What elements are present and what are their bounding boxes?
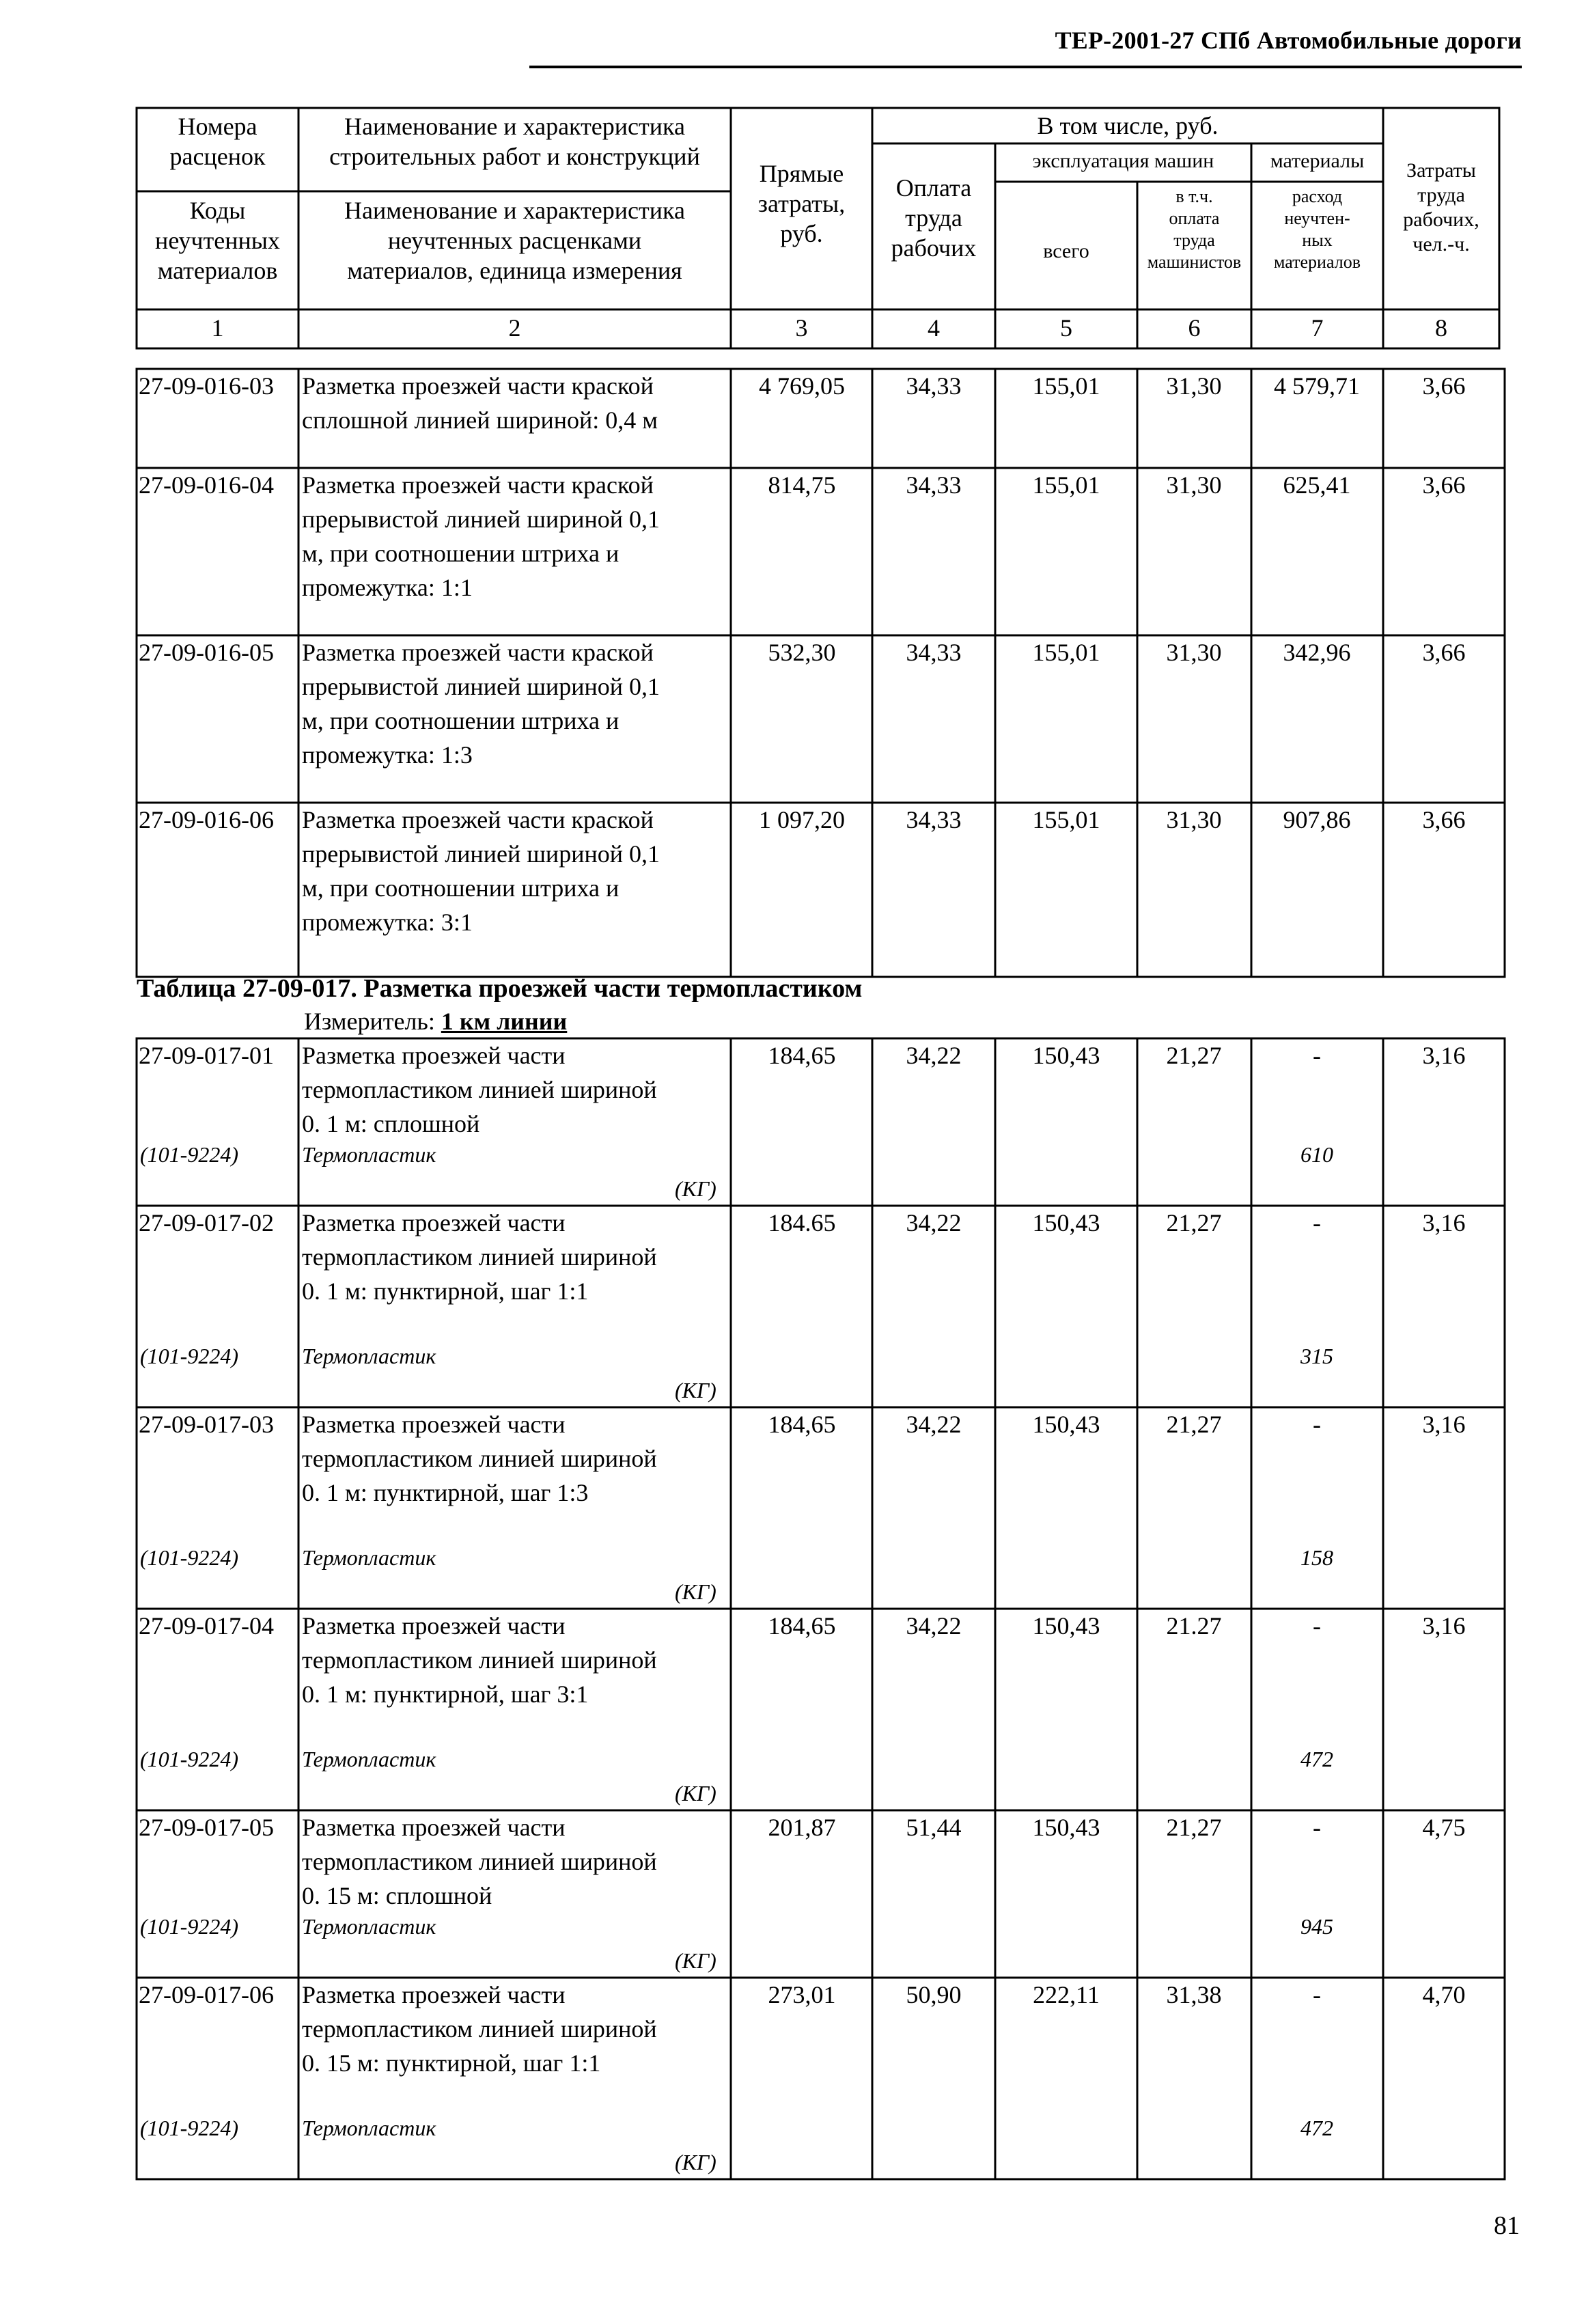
material-code: (101-9224) [140,2116,238,2140]
table-title: Таблица 27-09-017. Разметка проезжей части термопластиком [137,974,863,1003]
material-code: (101-9224) [140,1344,238,1368]
materials-cost: 4 579,71 [1274,372,1360,400]
machine-cost: 150,43 [1032,1209,1100,1236]
material-unit: (КГ) [675,1781,716,1806]
header-col3-direct: Прямые затраты, руб. [757,160,846,247]
operator-cost: 21,27 [1166,1042,1222,1069]
labor-cost: 34,33 [906,806,962,833]
work-name: Разметка проезжей части термопластиком линией шириной 0. 1 м: пунктирной, шаг 3:1 [302,1612,657,1708]
operator-cost: 21,27 [1166,1814,1222,1841]
material-code: (101-9224) [140,1914,238,1939]
machine-cost: 222,11 [1033,1981,1100,2008]
labor-cost: 51,44 [906,1814,962,1841]
direct-cost: 184,65 [768,1411,836,1438]
material-quantity: 945 [1300,1914,1333,1939]
material-code: (101-9224) [140,1142,238,1167]
labor-hours: 3,16 [1422,1209,1466,1236]
materials-cost: 342,96 [1283,639,1351,666]
rate-code: 27-09-016-03 [139,372,274,400]
labor-cost: 34,33 [906,471,962,499]
materials-cost: - [1313,1042,1321,1069]
direct-cost: 273,01 [768,1981,836,2008]
machine-cost: 150,43 [1032,1411,1100,1438]
work-name: Разметка проезжей части краской прерывистой линией шириной 0,1 м, при соотношении штриха и промежутка: 1:3 [302,639,660,769]
header-col6-operators: в т.ч. оплата труда машинистов [1147,186,1242,272]
machine-cost: 155,01 [1032,639,1100,666]
material-unit: (КГ) [675,1378,716,1402]
labor-hours: 4,75 [1422,1814,1466,1841]
header-group-title: В том числе, руб. [1037,112,1219,139]
column-number: 1 [211,314,224,342]
machine-cost: 150,43 [1032,1042,1100,1069]
direct-cost: 4 769,05 [759,372,845,400]
measure-unit: Измеритель: 1 км линии [304,1008,568,1035]
rate-code: 27-09-017-02 [139,1209,274,1236]
column-number: 4 [928,314,940,342]
work-name: Разметка проезжей части краской прерывистой линией шириной 0,1 м, при соотношении штриха и промежутка: 1:1 [302,471,660,601]
labor-cost: 34,22 [906,1209,962,1236]
header-col1-bottom: Коды неучтенных материалов [155,197,280,284]
work-name: Разметка проезжей части краской прерывистой линией шириной 0,1 м, при соотношении штриха и промежутка: 3:1 [302,806,660,936]
machine-cost: 150,43 [1032,1814,1100,1841]
direct-cost: 532,30 [768,639,836,666]
material-unit: (КГ) [675,1948,716,1973]
header-col4-labor: Оплата труда рабочих [891,174,977,262]
materials-cost: 907,86 [1283,806,1351,833]
operator-cost: 21,27 [1166,1411,1222,1438]
rate-code: 27-09-017-05 [139,1814,274,1841]
material-code: (101-9224) [140,1747,238,1771]
labor-hours: 4,70 [1422,1981,1466,2008]
operator-cost: 21,27 [1166,1209,1222,1236]
materials-cost: - [1313,1981,1321,2008]
rate-code: 27-09-017-04 [139,1612,274,1640]
header-col2-top: Наименование и характеристика строительных работ и конструкций [329,113,700,170]
direct-cost: 814,75 [768,471,836,499]
machine-cost: 155,01 [1032,471,1100,499]
materials-cost: - [1313,1209,1321,1236]
operator-cost: 31,30 [1166,639,1222,666]
column-number: 2 [508,314,521,342]
labor-hours: 3,16 [1422,1612,1466,1640]
material-name: Термопластик [302,1142,436,1167]
material-name: Термопластик [302,1344,436,1368]
work-name: Разметка проезжей части термопластиком линией шириной 0. 1 м: сплошной [302,1042,657,1137]
material-unit: (КГ) [675,1176,716,1201]
direct-cost: 184,65 [768,1042,836,1069]
direct-cost: 1 097,20 [759,806,845,833]
material-unit: (КГ) [675,2150,716,2174]
operator-cost: 31,30 [1166,471,1222,499]
material-name: Термопластик [302,2116,436,2140]
work-name: Разметка проезжей части термопластиком линией шириной 0. 1 м: пунктирной, шаг 1:3 [302,1411,657,1506]
labor-cost: 34,22 [906,1612,962,1640]
column-number: 8 [1435,314,1447,342]
material-quantity: 610 [1300,1142,1333,1167]
header-col1-top: Номера расценок [169,113,266,170]
labor-hours: 3,66 [1422,806,1466,833]
rate-code: 27-09-017-01 [139,1042,274,1069]
page-header: ТЕР-2001-27 СПб Автомобильные дороги [1055,27,1522,54]
rate-code: 27-09-016-04 [139,471,274,499]
header-materials-title: материалы [1270,150,1365,172]
work-name: Разметка проезжей части термопластиком линией шириной 0. 15 м: пунктирной, шаг 1:1 [302,1981,657,2077]
direct-cost: 184.65 [768,1209,836,1236]
labor-cost: 34,22 [906,1042,962,1069]
labor-cost: 50,90 [906,1981,962,2008]
rate-code: 27-09-017-06 [139,1981,274,2008]
labor-hours: 3,16 [1422,1042,1466,1069]
material-quantity: 158 [1300,1545,1333,1570]
work-name: Разметка проезжей части термопластиком линией шириной 0. 15 м: сплошной [302,1814,657,1909]
labor-cost: 34,22 [906,1411,962,1438]
machine-cost: 155,01 [1032,806,1100,833]
page-number: 81 [1494,2211,1520,2240]
materials-cost: - [1313,1814,1321,1841]
material-quantity: 472 [1300,1747,1333,1771]
work-name: Разметка проезжей части краской сплошной линией шириной: 0,4 м [302,372,658,434]
column-number: 6 [1188,314,1201,342]
materials-cost: 625,41 [1283,471,1351,499]
material-code: (101-9224) [140,1545,238,1570]
work-name: Разметка проезжей части термопластиком линией шириной 0. 1 м: пунктирной, шаг 1:1 [302,1209,657,1305]
material-unit: (КГ) [675,1579,716,1604]
material-quantity: 472 [1300,2116,1333,2140]
labor-hours: 3,66 [1422,471,1466,499]
labor-cost: 34,33 [906,639,962,666]
header-col8-hours: Затраты труда рабочих, чел.-ч. [1403,159,1479,255]
column-number: 5 [1060,314,1072,342]
materials-cost: - [1313,1612,1321,1640]
material-name: Термопластик [302,1747,436,1771]
material-quantity: 315 [1300,1344,1333,1368]
rate-code: 27-09-016-06 [139,806,274,833]
rate-code: 27-09-016-05 [139,639,274,666]
operator-cost: 31,30 [1166,372,1222,400]
operator-cost: 31,30 [1166,806,1222,833]
direct-cost: 184,65 [768,1612,836,1640]
material-name: Термопластик [302,1914,436,1939]
direct-cost: 201,87 [768,1814,836,1841]
column-number: 3 [795,314,808,342]
operator-cost: 31,38 [1166,1981,1222,2008]
labor-hours: 3,66 [1422,372,1466,400]
materials-cost: - [1313,1411,1321,1438]
labor-cost: 34,33 [906,372,962,400]
machine-cost: 150,43 [1032,1612,1100,1640]
material-name: Термопластик [302,1545,436,1570]
header-col7-materials: расход неучтен- ных материалов [1274,186,1361,272]
header-machines-title: эксплуатация машин [1032,150,1214,172]
column-number: 7 [1311,314,1324,342]
operator-cost: 21.27 [1166,1612,1222,1640]
labor-hours: 3,16 [1422,1411,1466,1438]
header-col2-bottom: Наименование и характеристика неучтенных расценками материалов, единица измерения [344,197,685,284]
header-col5-total: всего [1043,240,1089,262]
machine-cost: 155,01 [1032,372,1100,400]
rate-code: 27-09-017-03 [139,1411,274,1438]
labor-hours: 3,66 [1422,639,1466,666]
